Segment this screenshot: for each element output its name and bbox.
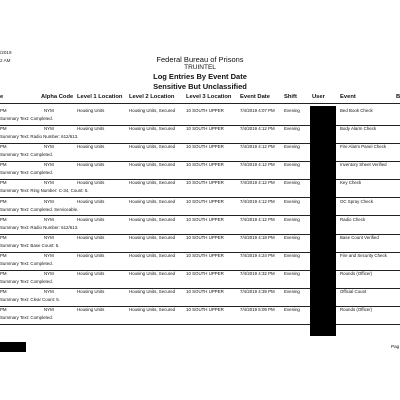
print-time: 2 AM [0,58,11,63]
level3-cell: 10 SOUTH UPPER [186,216,224,222]
summary-text: Summary Text: Completed. [0,116,53,121]
event-date-cell: 7/4/2019 4:12 PM [240,198,275,204]
level2-cell: Housing Units, Secured [129,216,176,222]
summary-text: Summary Text: Completed. [0,170,53,176]
alpha-code-cell: NYM [44,270,54,276]
event-date-cell: 7/4/2019 4:24 PM [240,252,275,258]
col-header-b: B [396,94,400,100]
print-date: /2019 [0,50,12,55]
event-cell: Radio Check [340,216,366,222]
time-cell: PM [0,270,7,276]
level1-cell: Housing Units [77,162,105,168]
shift-cell: Evening [284,270,300,276]
summary-text: Summary Text: Clear Count: 5. [0,297,60,302]
level3-cell: 10 SOUTH UPPER [186,162,224,168]
event-cell: Rounds (Officer) [340,307,373,313]
event-cell: Key Check [340,180,362,186]
time-cell: PM [0,162,7,168]
level2-cell: Housing Units, Secured [129,180,176,186]
event-cell: Official Count [340,289,367,294]
level3-cell: 10 SOUTH UPPER [186,198,224,204]
level2-cell: Housing Units, Secured [129,252,176,258]
time-cell: PM [0,234,7,240]
level1-cell: Housing Units [77,144,105,150]
event-date-cell: 7/4/2019 4:12 PM [240,144,275,150]
event-cell: OC Spray Check [340,198,373,204]
shift-cell: Evening [284,198,300,204]
col-header-level1: Level 1 Location [77,94,123,100]
report-title: Log Entries By Event Date [153,72,247,81]
col-header-date: Event Date [240,94,270,100]
summary-text: Summary Text: Completed. Serviceable. [0,206,79,212]
col-header-user: User [312,94,325,100]
level3-cell: 10 SOUTH UPPER [186,108,224,113]
level2-cell: Housing Units, Secured [129,289,176,294]
alpha-code-cell: NYM [44,126,54,132]
level1-cell: Housing Units [77,289,105,294]
level2-cell: Housing Units, Secured [129,198,176,204]
summary-text: Summary Text: Completed. [0,152,53,158]
col-header-level2: Level 2 Location [129,94,175,100]
level2-cell: Housing Units, Secured [129,162,176,168]
time-cell: PM [0,144,7,150]
event-cell: Bed Book Check [340,108,373,113]
summary-text: Summary Text: Completed. [0,278,53,284]
event-date-cell: 7/4/2019 4:39 PM [240,289,275,294]
level3-cell: 10 SOUTH UPPER [186,289,224,294]
alpha-code-cell: NYM [44,234,54,240]
shift-cell: Evening [284,307,300,313]
time-cell: PM [0,108,7,113]
level2-cell: Housing Units, Secured [129,144,176,150]
classification-label: Sensitive But Unclassified [153,82,247,91]
page-number: Pag [391,344,400,349]
header-rule [0,103,400,104]
event-date-cell: 7/4/2019 4:18 PM [240,234,275,240]
col-header-level3: Level 3 Location [186,94,232,100]
level1-cell: Housing Units [77,108,105,113]
event-date-cell: 7/4/2019 4:12 PM [240,162,275,168]
alpha-code-cell: NYM [44,307,54,313]
event-cell: Rounds (Officer) [340,270,373,276]
summary-text: Summary Text: Base Count: 5. [0,242,60,248]
event-cell: Base Count Verified [340,234,379,240]
shift-cell: Evening [284,108,300,113]
level2-cell: Housing Units, Secured [129,126,176,132]
time-cell: PM [0,126,7,132]
alpha-code-cell: NYM [44,198,54,204]
level1-cell: Housing Units [77,234,105,240]
event-date-cell: 7/4/2019 4:32 PM [240,270,275,276]
shift-cell: Evening [284,252,300,258]
level2-cell: Housing Units, Secured [129,108,176,113]
alpha-code-cell: NYM [44,216,54,222]
level1-cell: Housing Units [77,252,105,258]
level3-cell: 10 SOUTH UPPER [186,252,224,258]
level2-cell: Housing Units, Secured [129,234,176,240]
event-date-cell: 7/4/2019 4:12 PM [240,180,275,186]
summary-text: Summary Text: Radio Number: 612/613. [0,224,79,230]
footer-redaction [0,342,26,352]
col-header-time: e [0,94,4,100]
level3-cell: 10 SOUTH UPPER [186,144,224,150]
level1-cell: Housing Units [77,216,105,222]
event-date-cell: 7/4/2019 4:12 PM [240,126,275,132]
shift-cell: Evening [284,289,300,294]
col-header-event: Event [340,94,356,100]
alpha-code-cell: NYM [44,144,54,150]
time-cell: PM [0,216,7,222]
event-cell: Fire Alarm Panel Check [340,144,387,150]
level1-cell: Housing Units [77,126,105,132]
alpha-code-cell: NYM [44,162,54,168]
shift-cell: Evening [284,162,300,168]
level3-cell: 10 SOUTH UPPER [186,307,224,313]
level3-cell: 10 SOUTH UPPER [186,180,224,186]
event-date-cell: 7/4/2019 5:09 PM [240,307,275,313]
system-name: TRUINTEL [184,64,216,71]
shift-cell: Evening [284,180,300,186]
event-cell: Fire and Security Check [340,252,387,258]
time-cell: PM [0,252,7,258]
time-cell: PM [0,289,7,294]
event-date-cell: 7/4/2019 4:07 PM [240,108,275,113]
event-cell: Inventory Sheet Verified [340,162,387,168]
level1-cell: Housing Units [77,198,105,204]
level2-cell: Housing Units, Secured [129,307,176,313]
shift-cell: Evening [284,234,300,240]
shift-cell: Evening [284,216,300,222]
shift-cell: Evening [284,144,300,150]
time-cell: PM [0,307,7,313]
summary-text: Summary Text: Completed. [0,260,53,266]
agency-name: Federal Bureau of Prisons [156,55,244,64]
shift-cell: Evening [284,126,300,132]
time-cell: PM [0,198,7,204]
alpha-code-cell: NYM [44,108,54,113]
level2-cell: Housing Units, Secured [129,270,176,276]
level1-cell: Housing Units [77,270,105,276]
level3-cell: 10 SOUTH UPPER [186,270,224,276]
time-cell: PM [0,180,7,186]
level1-cell: Housing Units [77,180,105,186]
col-header-alpha: Alpha Code [41,94,74,100]
col-header-shift: Shift [284,94,297,100]
row-divider [0,324,400,325]
level3-cell: 10 SOUTH UPPER [186,126,224,132]
level3-cell: 10 SOUTH UPPER [186,234,224,240]
summary-text: Summary Text: Ring Number: C-34, Count: 5. [0,188,89,194]
event-cell: Body Alarm Check [340,126,377,132]
alpha-code-cell: NYM [44,252,54,258]
alpha-code-cell: NYM [44,180,54,186]
summary-text: Summary Text: Radio Number: 612/613. [0,134,79,140]
event-date-cell: 7/4/2019 4:12 PM [240,216,275,222]
level1-cell: Housing Units [77,307,105,313]
summary-text: Summary Text: Completed. [0,315,53,321]
user-column-redaction [310,106,336,336]
alpha-code-cell: NYM [44,289,54,294]
